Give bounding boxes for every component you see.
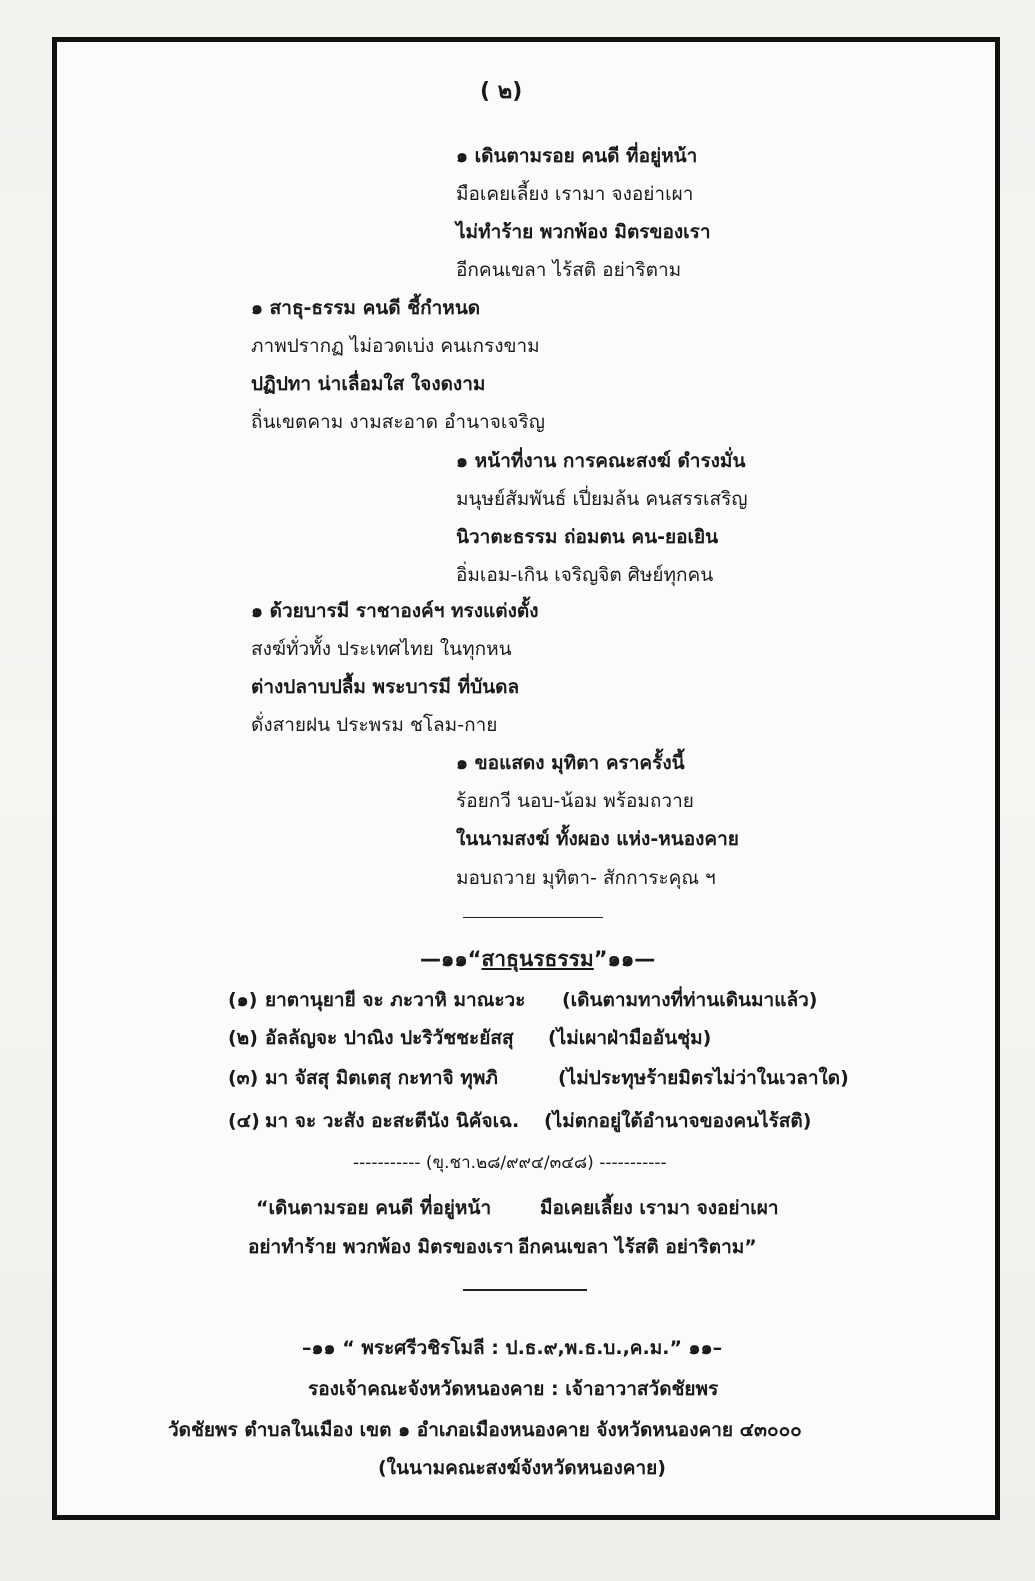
section-title-suffix: ”๑๑— bbox=[593, 947, 656, 971]
signature-on-behalf: (ในนามคณะสงฆ์จังหวัดหนองคาย) bbox=[378, 1457, 666, 1479]
stanza5-line4: มอบถวาย มุทิตา- สักการะคุณ ฯ bbox=[456, 867, 716, 889]
principle-2-thai: (ไม่เผาฝ่ามืออันชุ่ม) bbox=[548, 1027, 712, 1049]
stanza3-line2: มนุษย์สัมพันธ์ เปี่ยมล้น คนสรรเสริญ bbox=[456, 488, 748, 510]
stanza2-line4: ถิ่นเขตคาม งามสะอาด อำนาจเจริญ bbox=[251, 411, 545, 433]
divider-short bbox=[463, 917, 603, 918]
quote-line1-b: มือเคยเลี้ยง เรามา จงอย่าเผา bbox=[540, 1197, 779, 1219]
section-title bbox=[420, 947, 655, 971]
stanza4-line2: สงฆ์ทั่วทั้ง ประเทศไทย ในทุกหน bbox=[251, 638, 512, 660]
signature-address: วัดชัยพร ตำบลในเมือง เขต ๑ อำเภอเมืองหนองคาย จังหวัดหนองคาย ๔๓๐๐๐ bbox=[168, 1419, 802, 1441]
quote-line1-a: “เดินตามรอย คนดี ที่อยู่หน้า bbox=[256, 1197, 492, 1219]
stanza4-line3: ต่างปลาบปลื้ม พระบารมี ที่บันดล bbox=[251, 676, 520, 698]
principle-3-number: (๓) bbox=[228, 1067, 259, 1089]
stanza2-line1: ๑ สาธุ-ธรรม คนดี ชี้กำหนด bbox=[251, 297, 481, 319]
stanza4-line4: ดั่งสายฝน ประพรม ชโลม-กาย bbox=[251, 714, 498, 736]
stanza1-line2: มือเคยเลี้ยง เรามา จงอย่าเผา bbox=[456, 183, 694, 205]
stanza1-line4: อีกคนเขลา ไร้สติ อย่าริตาม bbox=[456, 259, 682, 281]
signature-position: รองเจ้าคณะจังหวัดหนองคาย : เจ้าอาวาสวัดชัยพร bbox=[308, 1378, 719, 1400]
stanza3-line4: อิ่มเอม-เกิน เจริญจิต ศิษย์ทุกคน bbox=[456, 564, 714, 586]
principle-1-number: (๑) bbox=[228, 989, 258, 1011]
page-number: ( ๒) bbox=[480, 79, 523, 104]
stanza1-line1: ๑ เดินตามรอย คนดี ที่อยู่หน้า bbox=[456, 145, 698, 167]
principle-3-thai: (ไม่ประทุษร้ายมิตรไม่ว่าในเวลาใด) bbox=[558, 1067, 849, 1089]
stanza2-line2: ภาพปรากฏ ไม่อวดเบ่ง คนเกรงขาม bbox=[251, 335, 540, 357]
principle-3-pali: มา จัสสุ มิตเตสุ กะทาจิ ทุพภิ bbox=[265, 1067, 498, 1089]
divider-bottom bbox=[463, 1289, 587, 1291]
signature-name: –๑๑ “ พระศรีวชิรโมลี : ป.ธ.๙,พ.ธ.บ.,ค.ม.” ๑๑– bbox=[302, 1337, 723, 1359]
stanza5-line3: ในนามสงฆ์ ทั้งผอง แห่ง-หนองคาย bbox=[456, 828, 739, 850]
principle-4-thai: (ไม่ตกอยู่ใต้อำนาจของคนไร้สติ) bbox=[544, 1110, 812, 1132]
principle-4-pali: มา จะ วะสัง อะสะตีนัง นิคัจเฉ. bbox=[265, 1110, 520, 1132]
section-title-main: สาธุนรธรรม bbox=[481, 947, 594, 971]
stanza5-line2: ร้อยกวี นอบ-น้อม พร้อมถวาย bbox=[456, 790, 694, 812]
principle-4-number: (๔) bbox=[228, 1110, 260, 1132]
principle-2-number: (๒) bbox=[228, 1027, 258, 1049]
stanza3-line1: ๑ หน้าที่งาน การคณะสงฆ์ ดำรงมั่น bbox=[456, 450, 746, 472]
quote-line2-a: อย่าทำร้าย พวกพ้อง มิตรของเรา bbox=[248, 1236, 514, 1258]
stanza5-line1: ๑ ขอแสดง มุทิตา คราครั้งนี้ bbox=[456, 752, 685, 774]
principle-2-pali: อัลลัญจะ ปาณิง ปะริวัชชะยัสสุ bbox=[265, 1027, 514, 1049]
stanza4-line1: ๑ ด้วยบารมี ราชาองค์ฯ ทรงแต่งตั้ง bbox=[251, 600, 539, 622]
principle-1-pali: ยาตานุยายี จะ ภะวาหิ มาณะวะ bbox=[265, 989, 526, 1011]
stanza2-line3: ปฏิปทา น่าเลื่อมใส ใจงดงาม bbox=[251, 373, 486, 395]
stanza1-line3: ไม่ทำร้าย พวกพ้อง มิตรของเรา bbox=[456, 221, 711, 243]
quote-line2-b: อีกคนเขลา ไร้สติ อย่าริตาม” bbox=[518, 1236, 757, 1258]
principle-1-thai: (เดินตามทางที่ท่านเดินมาแล้ว) bbox=[562, 989, 818, 1011]
section-title-prefix: —๑๑“ bbox=[420, 947, 482, 971]
stanza3-line3: นิวาตะธรรม ถ่อมตน คน-ยอเยิน bbox=[456, 526, 719, 548]
scripture-reference: ----------- (ขุ.ชา.๒๘/๙๙๔/๓๔๘) ----------- bbox=[353, 1153, 667, 1173]
